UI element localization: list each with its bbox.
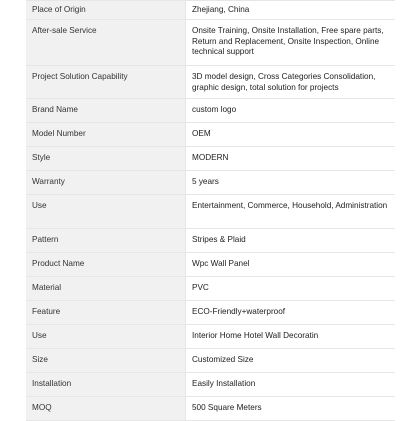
spec-value [186, 301, 395, 324]
spec-key-label: Product Name [32, 259, 85, 268]
spec-key-label: Size [32, 355, 48, 364]
spec-value-text: Zhejiang, China [192, 5, 250, 14]
spec-key-label: Project Solution Capability [32, 72, 128, 81]
spec-row-product-name [26, 253, 395, 277]
spec-value-text: 5 years [192, 177, 219, 186]
spec-value [186, 147, 395, 170]
spec-row-feature [26, 301, 395, 325]
spec-key [26, 253, 186, 276]
spec-row-project-solution-capability [26, 66, 395, 99]
spec-key-label: Brand Name [32, 105, 78, 114]
spec-row-after-sale-service [26, 20, 395, 66]
spec-value-text: OEM [192, 129, 211, 138]
spec-row-material [26, 277, 395, 301]
spec-value [186, 253, 395, 276]
spec-key-label: After-sale Service [32, 26, 97, 35]
spec-value [186, 277, 395, 300]
spec-key [26, 229, 186, 252]
spec-key-label: Place of Origin [32, 5, 86, 14]
spec-value [186, 123, 395, 146]
spec-key [26, 301, 186, 324]
spec-key [26, 20, 186, 65]
spec-row-use-2 [26, 325, 395, 349]
spec-row-use [26, 195, 395, 229]
spec-value [186, 325, 395, 348]
spec-value-text: PVC [192, 283, 209, 292]
spec-row-style [26, 147, 395, 171]
spec-row-moq [26, 397, 395, 421]
spec-row-model-number [26, 123, 395, 147]
spec-key [26, 66, 186, 98]
spec-value [186, 20, 395, 65]
spec-value [186, 99, 395, 122]
spec-value [186, 373, 395, 396]
spec-value-text: Easily Installation [192, 379, 256, 388]
spec-value [186, 349, 395, 372]
spec-row-warranty [26, 171, 395, 195]
spec-value-text: MODERN [192, 153, 229, 162]
spec-value-text: Entertainment, Commerce, Household, Administration [192, 201, 388, 210]
spec-value-text: 3D model design, Cross Categories Consolidation, graphic design, total solution for projects [192, 72, 376, 92]
spec-row-pattern [26, 229, 395, 253]
spec-value [186, 195, 395, 228]
spec-key [26, 373, 186, 396]
spec-key [26, 397, 186, 420]
spec-key-label: Material [32, 283, 62, 292]
spec-key-label: Feature [32, 307, 61, 316]
spec-value-text: 500 Square Meters [192, 403, 262, 412]
spec-value-text: Onsite Training, Onsite Installation, Free spare parts, Return and Replacement, Onsite Inspection, Online technical support [192, 26, 384, 56]
spec-value-text: Interior Home Hotel Wall Decoratin [192, 331, 319, 340]
spec-value [186, 229, 395, 252]
spec-key [26, 99, 186, 122]
spec-row-size [26, 349, 395, 373]
spec-key [26, 325, 186, 348]
spec-key [26, 123, 186, 146]
spec-key [26, 277, 186, 300]
spec-value [186, 171, 395, 194]
spec-value-text: Wpc Wall Panel [192, 259, 250, 268]
spec-key-label: Warranty [32, 177, 65, 186]
spec-key-label: Use [32, 331, 47, 340]
spec-key-label: Pattern [32, 235, 59, 244]
spec-value [186, 1, 395, 19]
spec-row-place-of-origin [26, 1, 395, 20]
spec-key-label: MOQ [32, 403, 52, 412]
spec-value [186, 397, 395, 420]
spec-key-label: Installation [32, 379, 72, 388]
spec-key [26, 1, 186, 19]
product-spec-table [26, 0, 395, 421]
spec-row-brand-name [26, 99, 395, 123]
spec-value-text: Stripes & Plaid [192, 235, 246, 244]
spec-key-label: Use [32, 201, 47, 210]
spec-key-label: Style [32, 153, 51, 162]
spec-value-text: Customized Size [192, 355, 254, 364]
spec-value-text: custom logo [192, 105, 237, 114]
spec-key [26, 171, 186, 194]
spec-row-installation [26, 373, 395, 397]
spec-value-text: ECO-Friendly+waterproof [192, 307, 286, 316]
spec-key [26, 349, 186, 372]
spec-value [186, 66, 395, 98]
spec-key [26, 195, 186, 228]
spec-key-label: Model Number [32, 129, 86, 138]
spec-key [26, 147, 186, 170]
